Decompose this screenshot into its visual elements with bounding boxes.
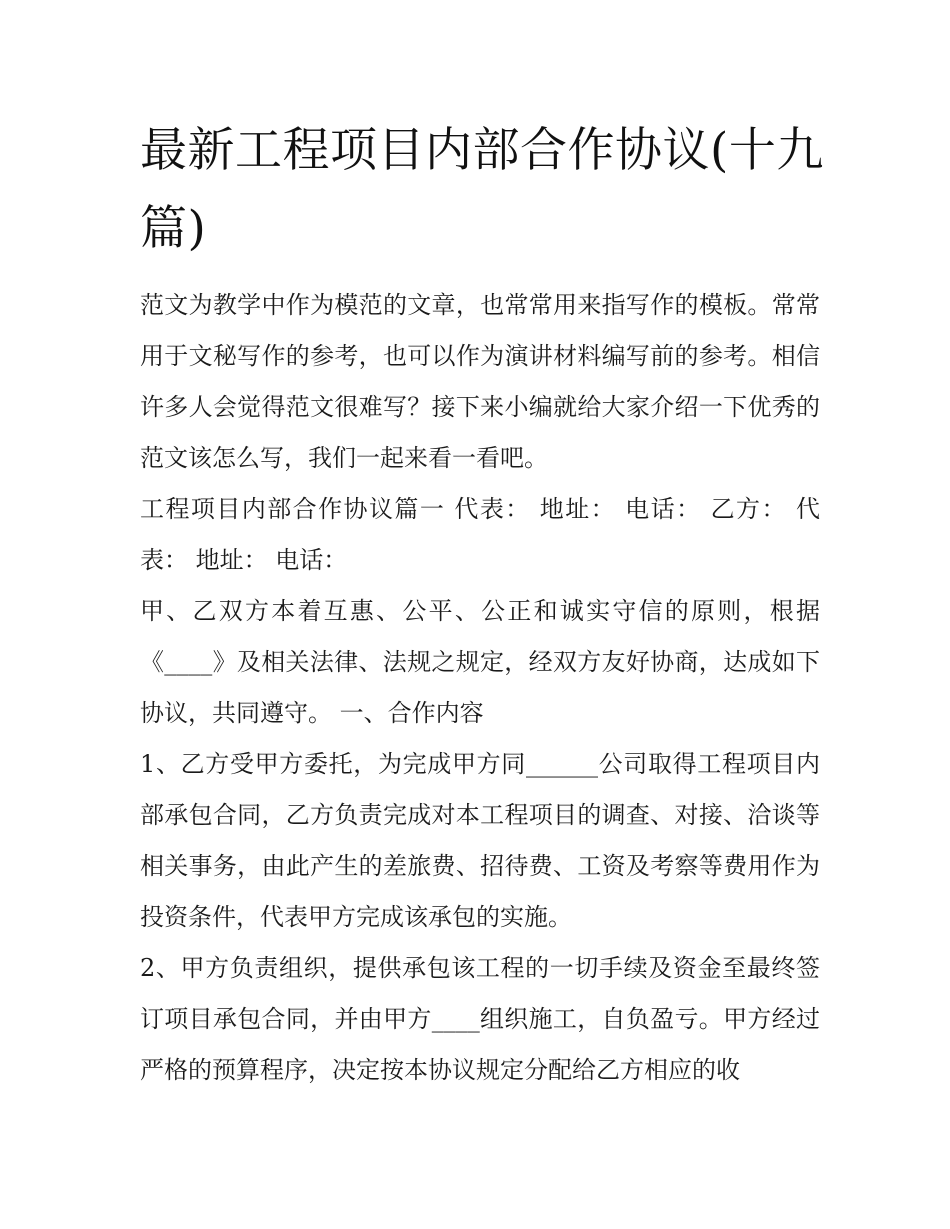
paragraph-clause-1: 1、乙方受甲方委托，为完成甲方同______公司取得工程项目内部承包合同，乙方负责完成对本工程项目的调查、对接、洽谈等相关事务，由此产生的差旅费、招待费、工资及考察等费用作为投资条件，代表甲方完成该承包的实施。 xyxy=(140,750,820,931)
paragraph-parties: 工程项目内部合作协议篇一 代表： 地址： 电话： 乙方： 代表： 地址： 电话： xyxy=(140,495,820,574)
document-title: 最新工程项目内部合作协议(十九篇) xyxy=(140,123,824,256)
paragraph-principles: 甲、乙双方本着互惠、公平、公正和诚实守信的原则，根据《____》及相关法律、法规之规定，经双方友好协商，达成如下协议，共同遵守。 一、合作内容 xyxy=(140,597,820,727)
paragraph-intro: 范文为教学中作为模范的文章，也常常用来指写作的模板。常常用于文秘写作的参考，也可以作为演讲材料编写前的参考。相信许多人会觉得范文很难写？接下来小编就给大家介绍一下优秀的范文该怎么写，我们一起来看一看吧。 xyxy=(140,291,820,472)
paragraph-clause-2: 2、甲方负责组织，提供承包该工程的一切手续及资金至最终签订项目承包合同，并由甲方____组织施工，自负盈亏。甲方经过严格的预算程序，决定按本协议规定分配给乙方相应的收 xyxy=(140,954,820,1084)
document-body xyxy=(140,280,820,1096)
